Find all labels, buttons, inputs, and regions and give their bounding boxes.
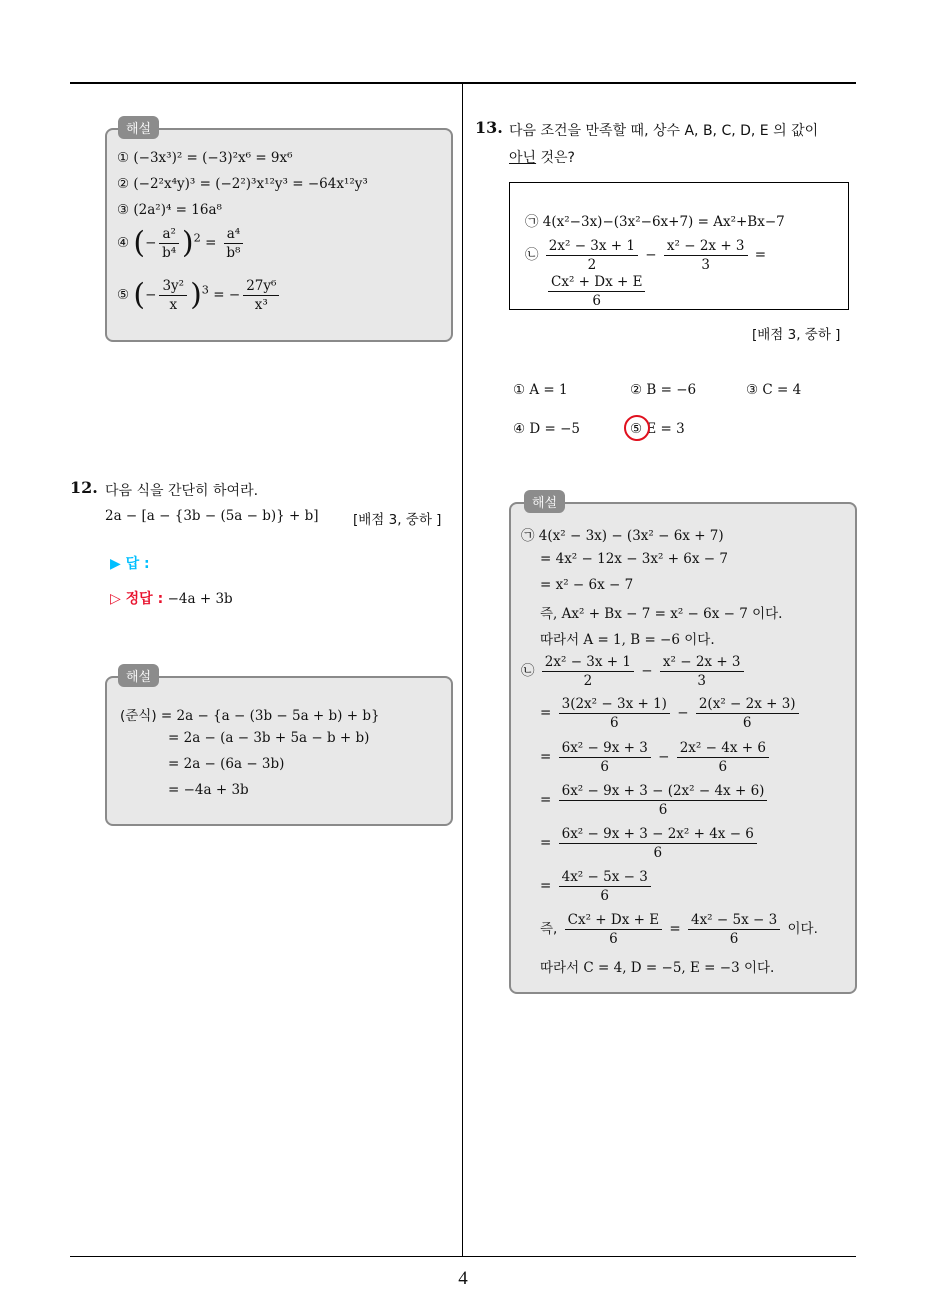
choice-4[interactable]: ④ D = −5 <box>513 421 581 437</box>
question-number-12: 12. <box>70 478 98 497</box>
solution12-line-1: (준식) = 2a − {a − (3b − 5a + b) + b} <box>120 708 380 724</box>
fraction: $\frac{\text{a⁴}}{\text{b⁸}}$ <box>224 226 243 261</box>
solution-box-12 <box>105 676 453 826</box>
choice-1[interactable]: ① A = 1 <box>513 382 568 398</box>
choice-marker: ④ <box>117 235 130 251</box>
fraction: $\frac{\text{3y²}}{x}$ <box>159 278 187 313</box>
choice-marker: ⑤ <box>117 287 130 303</box>
choice-5[interactable]: ⑤ E = 3 <box>630 421 685 437</box>
sol13-a5: 따라서 A = 1, B = −6 이다. <box>540 632 715 648</box>
solution-line-3: ③ (2a²)⁴ = 16a⁸ <box>117 202 222 218</box>
footer-rule <box>70 1256 856 1257</box>
fraction: $\frac{\text{27y⁶}}{\text{x³}}$ <box>243 278 279 313</box>
solution12-line-4: = −4a + 3b <box>168 782 249 798</box>
solution-badge: 해설 <box>118 116 159 139</box>
sol13-b7: 즉, $\frac{\text{Cx² + Dx + E}}{6}$ = $\frac{\text{4x² − 5x − 3}}{6}$ 이다. <box>540 912 818 947</box>
sol13-a1: ㉠ 4(x² − 3x) − (3x² − 6x + 7) <box>521 528 724 544</box>
sol13-b3: = $\frac{\text{6x² − 9x + 3}}{6}$ − $\frac{\text{2x² − 4x + 6}}{6}$ <box>540 740 772 775</box>
solution-line-4: ④ (− $\frac{\text{a²}}{\text{b⁴}}$ )$^2$ = $\frac{\text{a⁴}}{\text{b⁸}}$ <box>117 226 246 261</box>
sol13-a3: = x² − 6x − 7 <box>540 577 634 593</box>
question-prompt-12: 다음 식을 간단히 하여라. <box>105 483 259 499</box>
solution12-line-2: = 2a − (a − 3b + 5a − b + b) <box>168 730 370 746</box>
solution-badge: 해설 <box>524 490 565 513</box>
question-number-13: 13. <box>475 118 503 137</box>
sol13-b5: = $\frac{\text{6x² − 9x + 3 − 2x² + 4x − 6}}{6}$ <box>540 826 760 861</box>
correct-answer <box>110 588 233 608</box>
question-prompt-13: 다음 조건을 만족할 때, 상수 A, B, C, D, E 의 값이 <box>509 123 819 139</box>
choice-3[interactable]: ③ C = 4 <box>746 382 802 398</box>
sol13-b8: 따라서 C = 4, D = −5, E = −3 이다. <box>540 960 775 976</box>
question-expression-12: 2a − [a − {3b − (5a − b)} + b] <box>105 508 319 524</box>
choice-2[interactable]: ② B = −6 <box>630 382 697 398</box>
question-prompt-13-line2: 아닌 것은? <box>509 150 575 166</box>
condition-2: ㉡ $\frac{\text{2x² − 3x + 1}}{2}$ − $\frac{\text{x² − 2x + 3}}{3}$ = <box>525 238 767 273</box>
correct-answer-label: ▷ 정답 : <box>110 591 164 607</box>
selected-answer-circle <box>624 415 650 441</box>
solution12-line-3: = 2a − (6a − 3b) <box>168 756 285 772</box>
sol13-b6: = $\frac{\text{4x² − 5x − 3}}{6}$ <box>540 869 654 904</box>
solution-line-2: ② (−2²x⁴y)³ = (−2²)³x¹²y³ = −64x¹²y³ <box>117 176 368 192</box>
solution-line-5: ⑤ (− $\frac{\text{3y²}}{x}$ )$^3$ = − $\frac{\text{27y⁶}}{\text{x³}}$ <box>117 278 282 313</box>
condition-1: ㉠ 4(x²−3x)−(3x²−6x+7) = Ax²+Bx−7 <box>525 214 785 230</box>
correct-answer-value: −4a + 3b <box>167 591 233 607</box>
solution-line-1: ① (−3x³)² = (−3)²x⁶ = 9x⁶ <box>117 150 293 166</box>
condition-2-rhs: $\frac{\text{Cx² + Dx + E}}{6}$ <box>545 274 648 309</box>
column-divider <box>462 84 463 1256</box>
page-number: 4 <box>458 1268 468 1289</box>
answer-label: ▶ 답 : <box>110 556 150 572</box>
sol13-a2: = 4x² − 12x − 3x² + 6x − 7 <box>540 551 728 567</box>
solution-badge: 해설 <box>118 664 159 687</box>
sol13-b4: = $\frac{\text{6x² − 9x + 3 − (2x² − 4x + 6)}}{6}$ <box>540 783 770 818</box>
header-rule <box>70 82 856 84</box>
question-meta-12: [배점 3, 중하 ] <box>353 512 442 528</box>
question-meta-13: [배점 3, 중하 ] <box>752 327 841 343</box>
sol13-b2: = $\frac{\text{3(2x² − 3x + 1)}}{6}$ − $\frac{\text{2(x² − 2x + 3)}}{6}$ <box>540 696 802 731</box>
sol13-b1: ㉡ $\frac{\text{2x² − 3x + 1}}{2}$ − $\frac{\text{x² − 2x + 3}}{3}$ <box>521 654 747 689</box>
sol13-a4: 즉, Ax² + Bx − 7 = x² − 6x − 7 이다. <box>540 606 783 622</box>
fraction: $\frac{\text{a²}}{\text{b⁴}}$ <box>159 226 178 261</box>
